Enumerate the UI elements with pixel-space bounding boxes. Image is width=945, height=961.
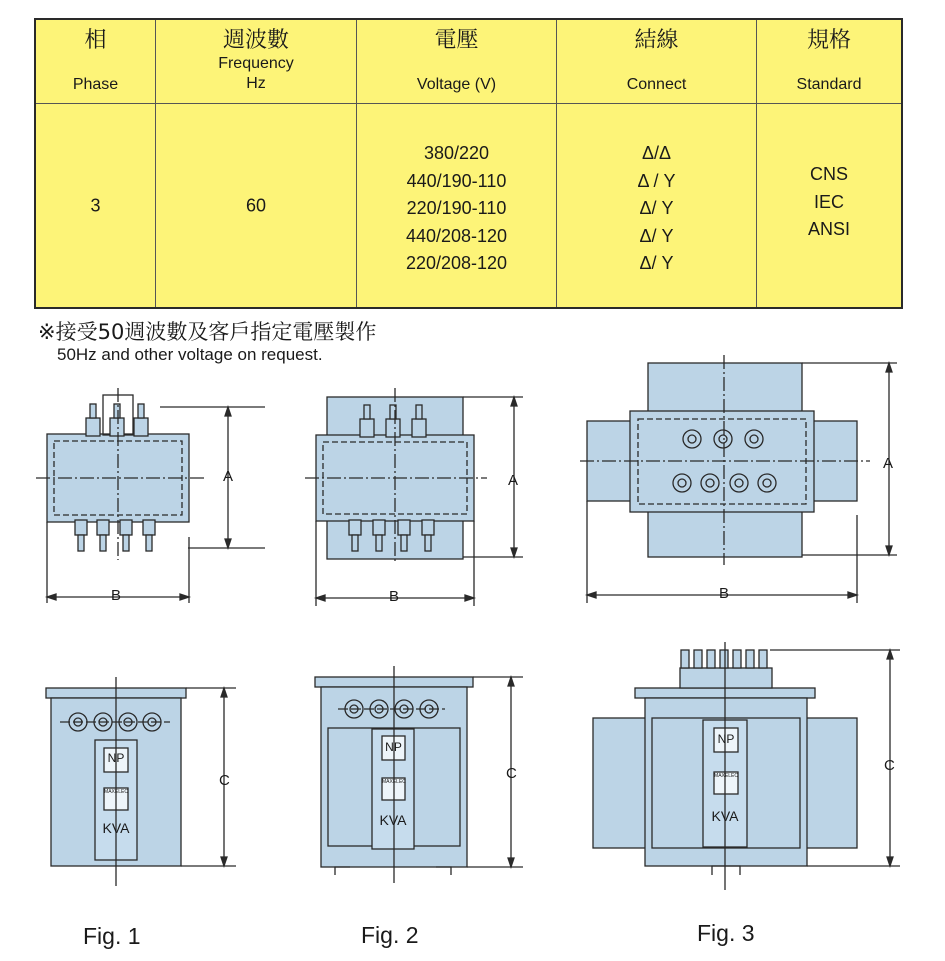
header-frequency: 週波數 Frequency Hz (156, 20, 357, 104)
note-english: 50Hz and other voltage on request. (57, 345, 323, 364)
fig1-dim-c: C (219, 772, 230, 789)
header-connect: 結線 Connect (557, 20, 757, 104)
fig1-brand-logo: MAXELEC (104, 789, 128, 795)
fig2-dim-b: B (389, 588, 400, 605)
fig3-dim-a: A (883, 455, 894, 472)
fig1-dim-a: A (223, 468, 234, 485)
connection-value: Δ/Δ (641, 143, 672, 163)
voltage-value: 220/190-110 (406, 198, 507, 218)
fig3-caption: Fig. 3 (697, 920, 755, 946)
voltage-value: 220/208-120 (405, 253, 508, 273)
fig3-brand-logo: MAXELEC (714, 773, 738, 779)
fig2-top-view (305, 388, 523, 606)
fig2-dim-c: C (506, 765, 517, 782)
fig1-caption: Fig. 1 (83, 923, 141, 949)
voltage-value: 440/190-110 (406, 170, 507, 191)
fig3-np-label: NP (717, 732, 735, 746)
header-standard: 規格 Standard (757, 20, 901, 104)
connection-value: Δ/ Y (639, 253, 674, 273)
fig1-front-view (46, 677, 236, 886)
fig2-caption: Fig. 2 (361, 922, 419, 948)
standard-value: CNS (809, 164, 848, 184)
fig1-np-label: NP (107, 751, 125, 765)
voltage-value: 380/220 (423, 143, 490, 163)
fig2-np-label: NP (385, 740, 402, 754)
terminal-bushings-top (86, 404, 148, 436)
connection-value: Δ/ Y (639, 225, 674, 246)
terminal-bushings (681, 650, 767, 668)
fig1-top-view (36, 388, 265, 603)
voltage-value: 440/208-120 (405, 225, 508, 246)
phase-cell: 3 (36, 104, 156, 307)
fig3-front-view (593, 642, 900, 890)
fig3-dim-c: C (884, 757, 895, 774)
connection-value: Δ / Y (637, 170, 676, 191)
fig1-kva-label: KVA (102, 820, 130, 836)
terminal-bushings-top (360, 405, 426, 437)
fig2-front-view (315, 666, 523, 883)
frequency-cell: 60 (156, 104, 357, 307)
connection-value: Δ/ Y (639, 198, 674, 218)
header-voltage: 電壓 Voltage (V) (357, 20, 557, 104)
fig3-kva-label: KVA (711, 808, 739, 824)
fig2-dim-a: A (508, 472, 519, 489)
standard-value: ANSI (807, 219, 850, 239)
fig3-top-view (580, 355, 897, 603)
fig2-kva-label: KVA (379, 812, 407, 828)
standard-value: IEC (813, 191, 844, 212)
fig1-dim-b: B (111, 587, 122, 604)
header-phase: 相 Phase (36, 20, 156, 104)
fig3-dim-b: B (719, 585, 730, 602)
note-chinese: ※接受50週波數及客戶指定電壓製作 (38, 320, 377, 344)
terminal-bushings-bottom (75, 520, 155, 551)
fig2-brand-logo: MAXELEC (382, 779, 406, 785)
